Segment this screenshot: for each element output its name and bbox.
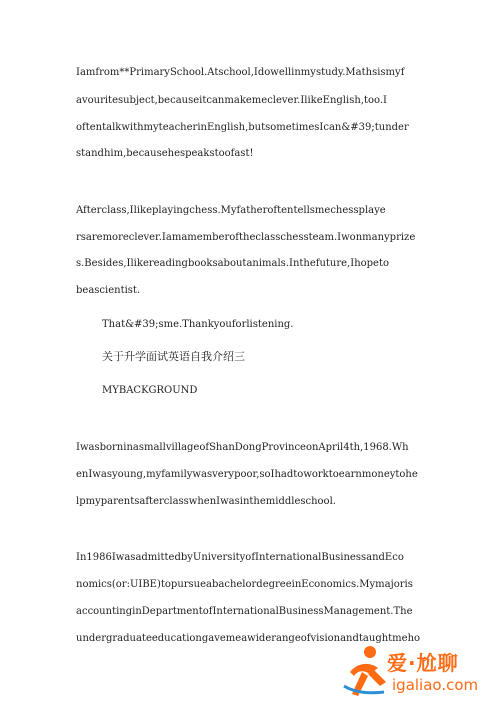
paragraph-1-line-1: Iamfrom**PrimarySchool.Atschool,Idowellinmystudy.Mathsismyf: [76, 67, 405, 78]
watermark-bottom-text: igaliao.com: [392, 676, 479, 694]
paragraph-3-line-2: enIwasyoung,myfamilywasverypoor,soIhadtoworktoearnmoneytohe: [76, 469, 418, 480]
paragraph-1-line-3: oftentalkwithmyteacherinEnglish,butsometimesIcan&#39;tunder: [76, 122, 409, 133]
section-heading-cn: 关于升学面试英语自我介绍三: [102, 351, 245, 363]
paragraph-1-line-4: standhim,becausehespeakstoofast!: [76, 148, 254, 159]
paragraph-4-line-4: undergraduateeducationgavemeawiderangeofvisionandtaughtmeho: [76, 633, 421, 644]
paragraph-2-line-2: rsaremoreclever.Iamamemberoftheclasschessteam.Iwonmanyprize: [76, 232, 416, 243]
paragraph-4-line-3: accountinginDepartmentofInternationalBusinessManagement.The: [76, 606, 413, 617]
running-figure-icon: [340, 642, 392, 702]
paragraph-2-line-4: beascientist.: [76, 285, 141, 296]
paragraph-2-line-1: Afterclass,Ilikeplayingchess.Myfatheroftentellsmechessplaye: [76, 205, 386, 216]
paragraph-4-line-2: nomics(or:UIBE)topursueabachelordegreeinEconomics.Mymajoris: [76, 579, 413, 590]
paragraph-1-line-2: avouritesubject,becauseitcanmakemeclever.IlikeEnglish,too.I: [76, 95, 387, 106]
closing-line: That&#39;sme.Thankyouforlistening.: [102, 319, 294, 330]
paragraph-4-line-1: In1986IwasadmittedbyUniversityofInternationalBusinessandEco: [76, 552, 404, 563]
paragraph-2-line-3: s.Besides,Ilikereadingbooksaboutanimals.Inthefuture,Ihopeto: [76, 258, 390, 269]
paragraph-3-line-1: IwasborninasmallvillageofShanDongProvinceonApril4th,1968.Wh: [76, 442, 409, 453]
watermark-top-text: 爱·尬聊: [387, 651, 459, 675]
section-heading-en: MYBACKGROUND: [102, 385, 198, 396]
paragraph-3-line-3: lpmyparentsafterclasswhenIwasinthemiddleschool.: [76, 496, 336, 507]
